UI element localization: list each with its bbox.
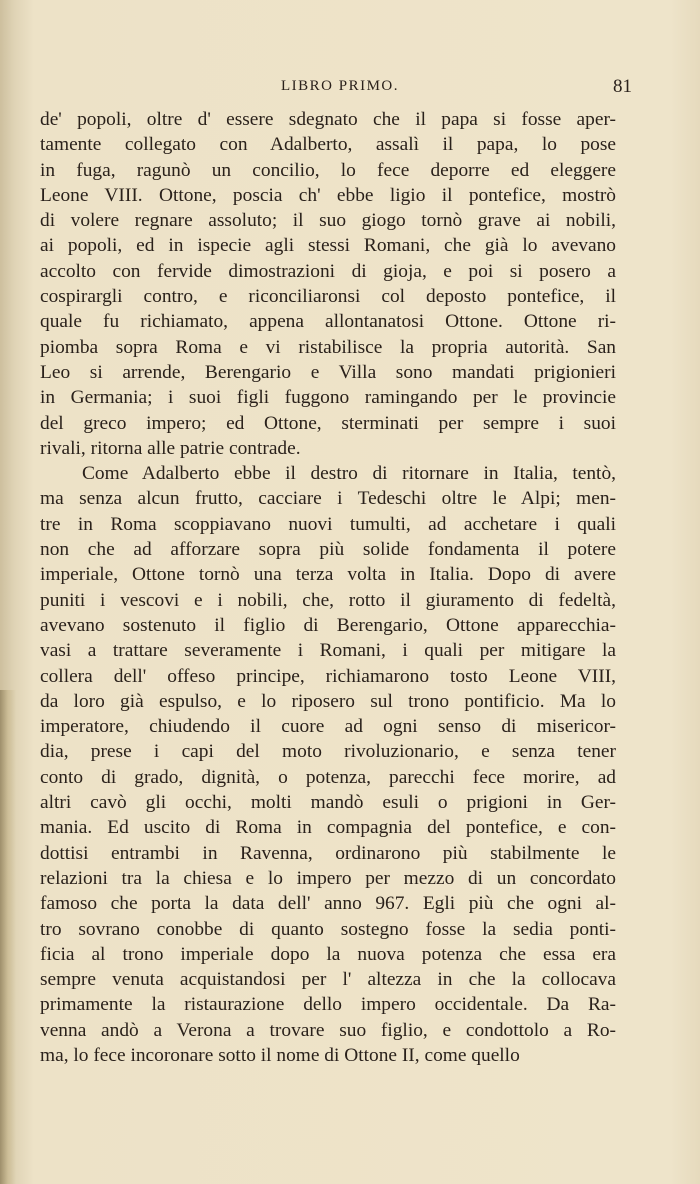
line-text: tro sovrano conobbe di quanto sostegno fosse la sedia ponti-: [40, 918, 616, 940]
text-line: [40, 309, 616, 334]
line-text: ai popoli, ed in ispecie agli stessi Romani, che già lo avevano: [40, 235, 616, 257]
text-line: [40, 486, 616, 511]
text-line: [40, 259, 616, 284]
text-line: [40, 739, 616, 764]
line-text: de' popoli, oltre d' essere sdegnato che il papa si fosse aper-: [40, 109, 616, 130]
line-text: primamente la ristaurazione dello impero occidentale. Da Ra-: [40, 994, 616, 1016]
line-text: puniti i vescovi e i nobili, che, rotto il giuramento di fedeltà,: [40, 589, 616, 611]
line-text: altri cavò gli occhi, molti mandò esuli o prigioni in Ger-: [40, 792, 616, 814]
text-line: [40, 714, 616, 739]
line-text: tamente collegato con Adalberto, assalì il papa, lo pose: [40, 134, 616, 156]
line-text: del greco impero; ed Ottone, sterminati per sempre i suoi: [40, 412, 616, 434]
text-line: [40, 765, 616, 790]
line-text: imperiale, Ottone tornò una terza volta in Italia. Dopo di avere: [40, 564, 616, 586]
text-line: [40, 891, 616, 916]
text-line: [40, 512, 616, 537]
line-text: collera dell' offeso principe, richiamarono tosto Leone VIII,: [40, 665, 616, 687]
line-text: Leone VIII. Ottone, poscia ch' ebbe ligio il pontefice, mostrò: [40, 184, 616, 206]
line-text: ma, lo fece incoronare sotto il nome di Ottone II, come quello: [40, 1044, 520, 1066]
line-text: da loro già espulso, e lo riposero sul trono pontificio. Ma lo: [40, 690, 616, 712]
line-text: mania. Ed uscito di Roma in compagnia del pontefice, e con-: [40, 817, 616, 839]
text-line: [40, 360, 616, 385]
text-line: [40, 1018, 616, 1043]
line-text: conto di grado, dignità, o potenza, parecchi fece morire, ad: [40, 766, 616, 788]
line-text: rivali, ritorna alle patrie contrade.: [40, 437, 301, 459]
line-text: in Germania; i suoi figli fuggono ramingando per le provincie: [40, 387, 616, 409]
text-line: [40, 461, 616, 486]
line-text: dia, prese i capi del moto rivoluzionario, e senza tener: [40, 741, 616, 763]
line-text: cospirargli contro, e riconciliaronsi col deposto pontefice, il: [40, 286, 616, 308]
paragraph: [40, 107, 616, 461]
line-text: avevano sostenuto il figlio di Berengario, Ottone apparecchia-: [40, 614, 616, 636]
text-line: [40, 866, 616, 891]
line-text: non che ad afforzare sopra più solide fondamenta il potere: [40, 539, 616, 561]
text-line: [40, 942, 616, 967]
line-text: venna andò a Verona a trovare suo figlio, e condottolo a Ro-: [40, 1019, 616, 1041]
line-text: Come Adalberto ebbe il destro di ritornare in Italia, tentò,: [82, 463, 616, 485]
text-line: [40, 385, 616, 410]
text-line: [40, 411, 616, 436]
text-line: [40, 436, 616, 461]
line-text: di volere regnare assoluto; il suo giogo tornò grave ai nobili,: [40, 210, 616, 232]
line-text: quale fu richiamato, appena allontanatosi Ottone. Ottone ri-: [40, 311, 616, 333]
text-line: [40, 841, 616, 866]
line-text: Leo si arrende, Berengario e Villa sono mandati prigionieri: [40, 361, 616, 383]
spine-shadow: [0, 690, 16, 1184]
body-text: [40, 107, 616, 1068]
paragraph: [40, 461, 616, 1068]
text-line: [40, 815, 616, 840]
text-line: [40, 158, 616, 183]
text-line: [40, 638, 616, 663]
text-line: [40, 183, 616, 208]
text-line: [40, 664, 616, 689]
text-line: [40, 588, 616, 613]
line-text: accolto con fervide dimostrazioni di gioja, e poi si posero a: [40, 260, 616, 282]
line-text: piomba sopra Roma e vi ristabilisce la propria autorità. San: [40, 336, 616, 358]
text-line: [40, 613, 616, 638]
line-text: famoso che porta la data dell' anno 967. Egli più che ogni al-: [40, 893, 616, 915]
page-header: [40, 76, 672, 100]
line-text: in fuga, ragunò un concilio, lo fece deporre ed eleggere: [40, 159, 616, 181]
line-text: tre in Roma scoppiavano nuovi tumulti, ad acchetare i quali: [40, 513, 616, 535]
text-line: [40, 790, 616, 815]
text-line: [40, 132, 616, 157]
line-text: ma senza alcun frutto, cacciare i Tedeschi oltre le Alpi; men-: [40, 488, 616, 510]
line-text: ficia al trono imperiale dopo la nuova potenza che essa era: [40, 943, 616, 965]
text-line: [40, 917, 616, 942]
text-line: [40, 967, 616, 992]
line-text: relazioni tra la chiesa e lo impero per mezzo di un concordato: [40, 867, 616, 889]
text-line: [40, 1043, 616, 1068]
text-line: [40, 284, 616, 309]
text-line: [40, 562, 616, 587]
line-text: sempre venuta acquistandosi per l' altezza in che la collocava: [40, 969, 616, 991]
page-number: 81: [613, 76, 632, 97]
text-line: [40, 992, 616, 1017]
line-text: vasi a trattare severamente i Romani, i quali per mitigare la: [40, 640, 616, 662]
text-line: [40, 335, 616, 360]
running-title: LIBRO PRIMO.: [280, 78, 399, 94]
line-text: imperatore, chiudendo il cuore ad ogni senso di misericor-: [40, 716, 616, 738]
text-line: [40, 233, 616, 258]
text-line: [40, 208, 616, 233]
text-line: [40, 107, 616, 132]
text-line: [40, 537, 616, 562]
line-text: dottisi entrambi in Ravenna, ordinarono più stabilmente le: [40, 842, 616, 864]
text-line: [40, 689, 616, 714]
